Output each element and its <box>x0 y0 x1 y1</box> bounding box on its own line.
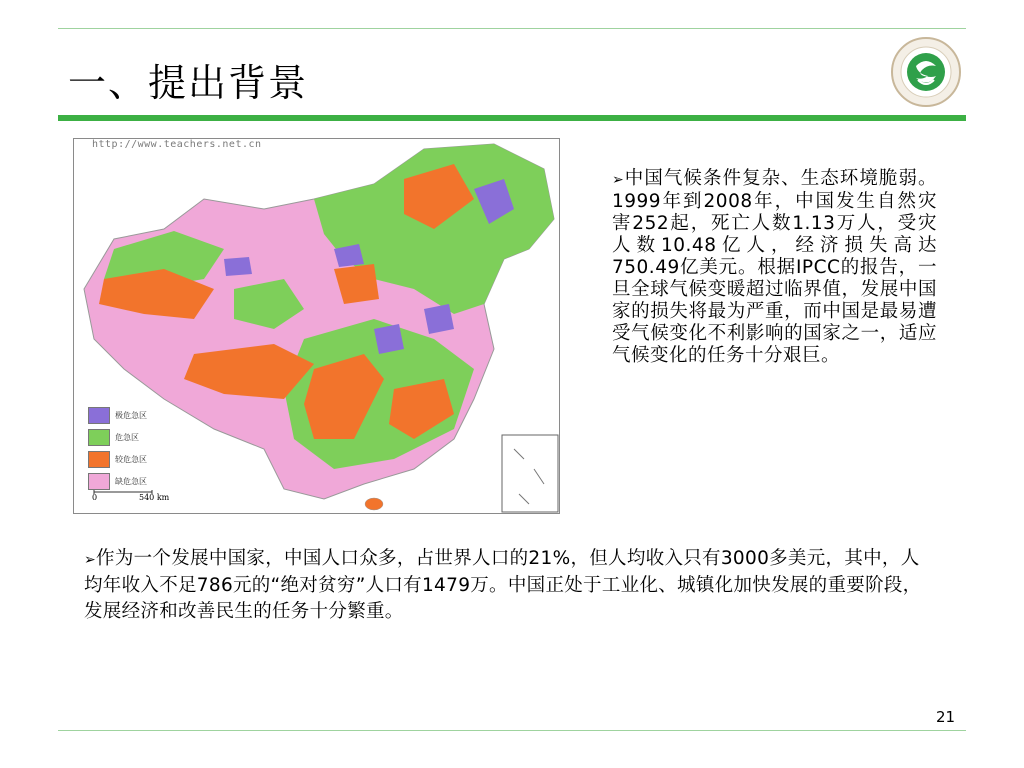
legend-item <box>88 426 147 448</box>
legend-label: 较危急区 <box>115 454 147 464</box>
south-china-sea-inset <box>502 435 558 512</box>
side-paragraph <box>612 168 937 367</box>
hainan-island <box>365 498 383 510</box>
legend-item <box>88 448 147 470</box>
map-zone-purple <box>424 304 454 334</box>
side-paragraph-text: 中国气候条件复杂、生态环境脆弱。1999年到2008年，中国发生自然灾害252起，死亡人数1.13万人，受灾人数10.48亿人，经济损失高达750.49亿美元。根据IPCC的报告，一旦全球气候变暖超过临界值，发展中国家的损失将最为严重，而中国是最易遭受气候变化不利影响的国家之一，适应气候变化的任务十分艰巨。 <box>612 168 937 366</box>
legend-item <box>88 404 147 426</box>
legend-label: 危急区 <box>115 432 139 442</box>
bottom-divider <box>58 730 966 731</box>
legend-swatch <box>88 407 110 424</box>
bottom-paragraph-text: 作为一个发展中国家，中国人口众多，占世界人口的21%，但人均收入只有3000多美元，其中，人均年收入不足786元的“绝对贫穷”人口有1479万。中国正处于工业化、城镇化加快发展的重要阶段，发展经济和改善民生的任务十分繁重。 <box>84 548 922 622</box>
bullet-arrow-icon: ➢ <box>84 552 97 568</box>
legend-item <box>88 470 147 492</box>
scale-distance-label: 540 km <box>139 493 170 502</box>
map-legend <box>88 404 147 492</box>
bullet-arrow-icon: ➢ <box>612 172 625 188</box>
top-divider <box>58 28 966 29</box>
map-zone-purple <box>374 324 404 354</box>
page-number: 21 <box>936 708 956 726</box>
legend-swatch <box>88 473 110 490</box>
slide-title: 一、提出背景 <box>68 61 309 105</box>
institution-logo <box>888 36 964 108</box>
title-underline <box>58 115 966 121</box>
legend-swatch <box>88 429 110 446</box>
legend-swatch <box>88 451 110 468</box>
map-zone-purple <box>224 257 252 276</box>
legend-label: 极危急区 <box>115 410 147 420</box>
scale-zero-label: 0 <box>92 493 98 502</box>
legend-label: 缺危急区 <box>115 476 147 486</box>
map-watermark: http://www.teachers.net.cn <box>92 139 262 150</box>
bottom-paragraph <box>84 546 930 625</box>
